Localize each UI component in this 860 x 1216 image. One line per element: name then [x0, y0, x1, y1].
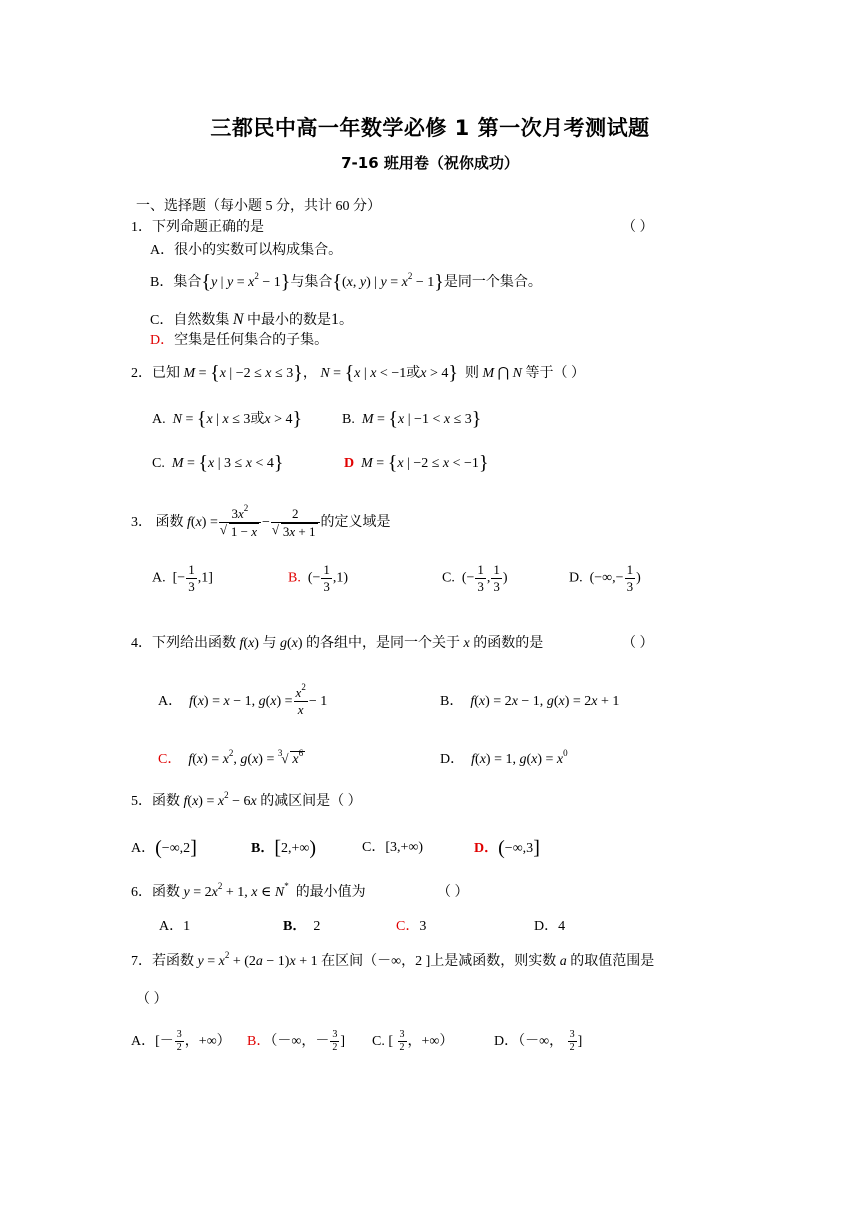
question-1-option-c: C．自然数集 N 中最小的数是1。 — [150, 311, 354, 328]
question-1-option-d: D．空集是任何集合的子集。 — [150, 333, 329, 348]
question-7-option-b: B．（－∞，－ $\frac{3}{2}$ ] — [247, 1029, 345, 1054]
question-4-stem: 4．下列给出函数 f(x) 与 g(x) 的各组中，是同一个关于 x 的函数的是 — [131, 636, 544, 651]
question-5-option-b: B．[2,+∞) — [251, 837, 317, 859]
answer-marker: B． — [247, 1034, 271, 1049]
question-3-option-c: C. (− $\frac{1}{3}$ , $\frac{1}{3}$ ) — [442, 562, 508, 594]
page-title: 三都民中高一年数学必修 1 第一次月考测试题 — [210, 116, 650, 140]
question-1-stem: 1．下列命题正确的是 — [131, 220, 264, 235]
question-6-answer-bracket: （ ） — [437, 885, 469, 900]
question-3-option-d: D. (−∞,− $\frac{1}{3}$ ) — [569, 562, 641, 594]
question-7-stem: 7．若函数 $y = x^2 + (2a - 1)x + 1$ 在区间（－∞，2 ]上是减函数，则实数 a 的取值范围是 — [131, 950, 655, 969]
question-6-option-c: C．3 — [396, 919, 427, 934]
question-6-stem: 6．函数 $y = 2x^2 + 1$, x ∈ N* 的最小值为 — [131, 881, 366, 900]
question-7-option-d: D．（－∞， $\frac{3}{2}$ ] — [494, 1029, 583, 1054]
section-heading: 一、选择题（每小题 5 分，共计 60 分） — [136, 199, 381, 214]
question-5-stem: 5．函数 $f(x) = x^2 - 6x$ 的减区间是（ ） — [131, 790, 362, 809]
page-subtitle: 7-16 班用卷（祝你成功） — [341, 154, 519, 172]
question-6-option-a: A．1 — [159, 919, 191, 934]
question-5-option-d: D．(−∞,3] — [474, 837, 540, 859]
question-1-option-b: B．集合{y | $y = x^2 - 1$}与集合{(x, y) | $y = x^2 - 1$}是同一个集合。 — [150, 271, 542, 293]
question-4-option-d: D． f(x) = 1, $g(x) = x^0$ — [440, 748, 568, 767]
question-3-stem: 3． 函数 f(x) = $3x^2$ √ 1 − x − 2 √ 3x + 1 的定义域是 — [131, 506, 391, 540]
answer-marker: C． — [158, 752, 182, 767]
question-7-answer-bracket: （ ） — [136, 992, 168, 1007]
question-3-option-b: B. (− $\frac{1}{3}$ ,1) — [288, 562, 349, 594]
question-4-option-c: C． $f(x) = x^2$, g(x) = $^3$√ $x^6$ — [158, 750, 305, 770]
question-2-option-d: D M = {x | −2 ≤ x < −1} — [344, 452, 489, 474]
question-1-option-a: A．很小的实数可以构成集合。 — [150, 243, 343, 258]
question-7-option-c: C. [ $\frac{3}{2}$ ，+∞） — [372, 1029, 454, 1054]
question-4-answer-bracket: （ ） — [622, 636, 654, 651]
question-2-stem: 2．已知 M = {x | −2 ≤ x ≤ 3}， N = {x | x < −1或x > 4} 则 M ⋂ N 等于（ ） — [131, 362, 585, 384]
question-2-option-a: A. N = {x | x ≤ 3或x > 4} — [152, 408, 303, 430]
question-5-option-a: A．(−∞,2] — [131, 837, 197, 859]
question-2-option-c: C. M = {x | 3 ≤ x < 4} — [152, 452, 284, 474]
answer-marker: B. — [288, 570, 301, 586]
answer-marker: D． — [474, 841, 499, 856]
question-5-option-c: C．[3,+∞) — [362, 840, 424, 855]
question-3-option-a: A. [− $\frac{1}{3}$ ,1] — [152, 562, 213, 594]
question-2-option-b: B. M = {x | −1 < x ≤ 3} — [342, 408, 482, 430]
question-4-option-b: B． f(x) = 2x − 1, g(x) = 2x + 1 — [440, 694, 620, 709]
answer-marker: D． — [150, 333, 175, 348]
question-6-option-b: B． 2 — [283, 919, 321, 934]
question-7-option-a: A．[－ $\frac{3}{2}$ ，+∞） — [131, 1029, 231, 1054]
answer-marker: D — [344, 456, 355, 471]
question-4-option-a: A． f(x) = x − 1, g(x) = $\frac{x^2}{x}$ − 1 — [158, 682, 328, 718]
question-1-answer-bracket: （ ） — [622, 220, 654, 235]
answer-marker: C． — [396, 919, 420, 934]
question-6-option-d: D．4 — [534, 919, 566, 934]
